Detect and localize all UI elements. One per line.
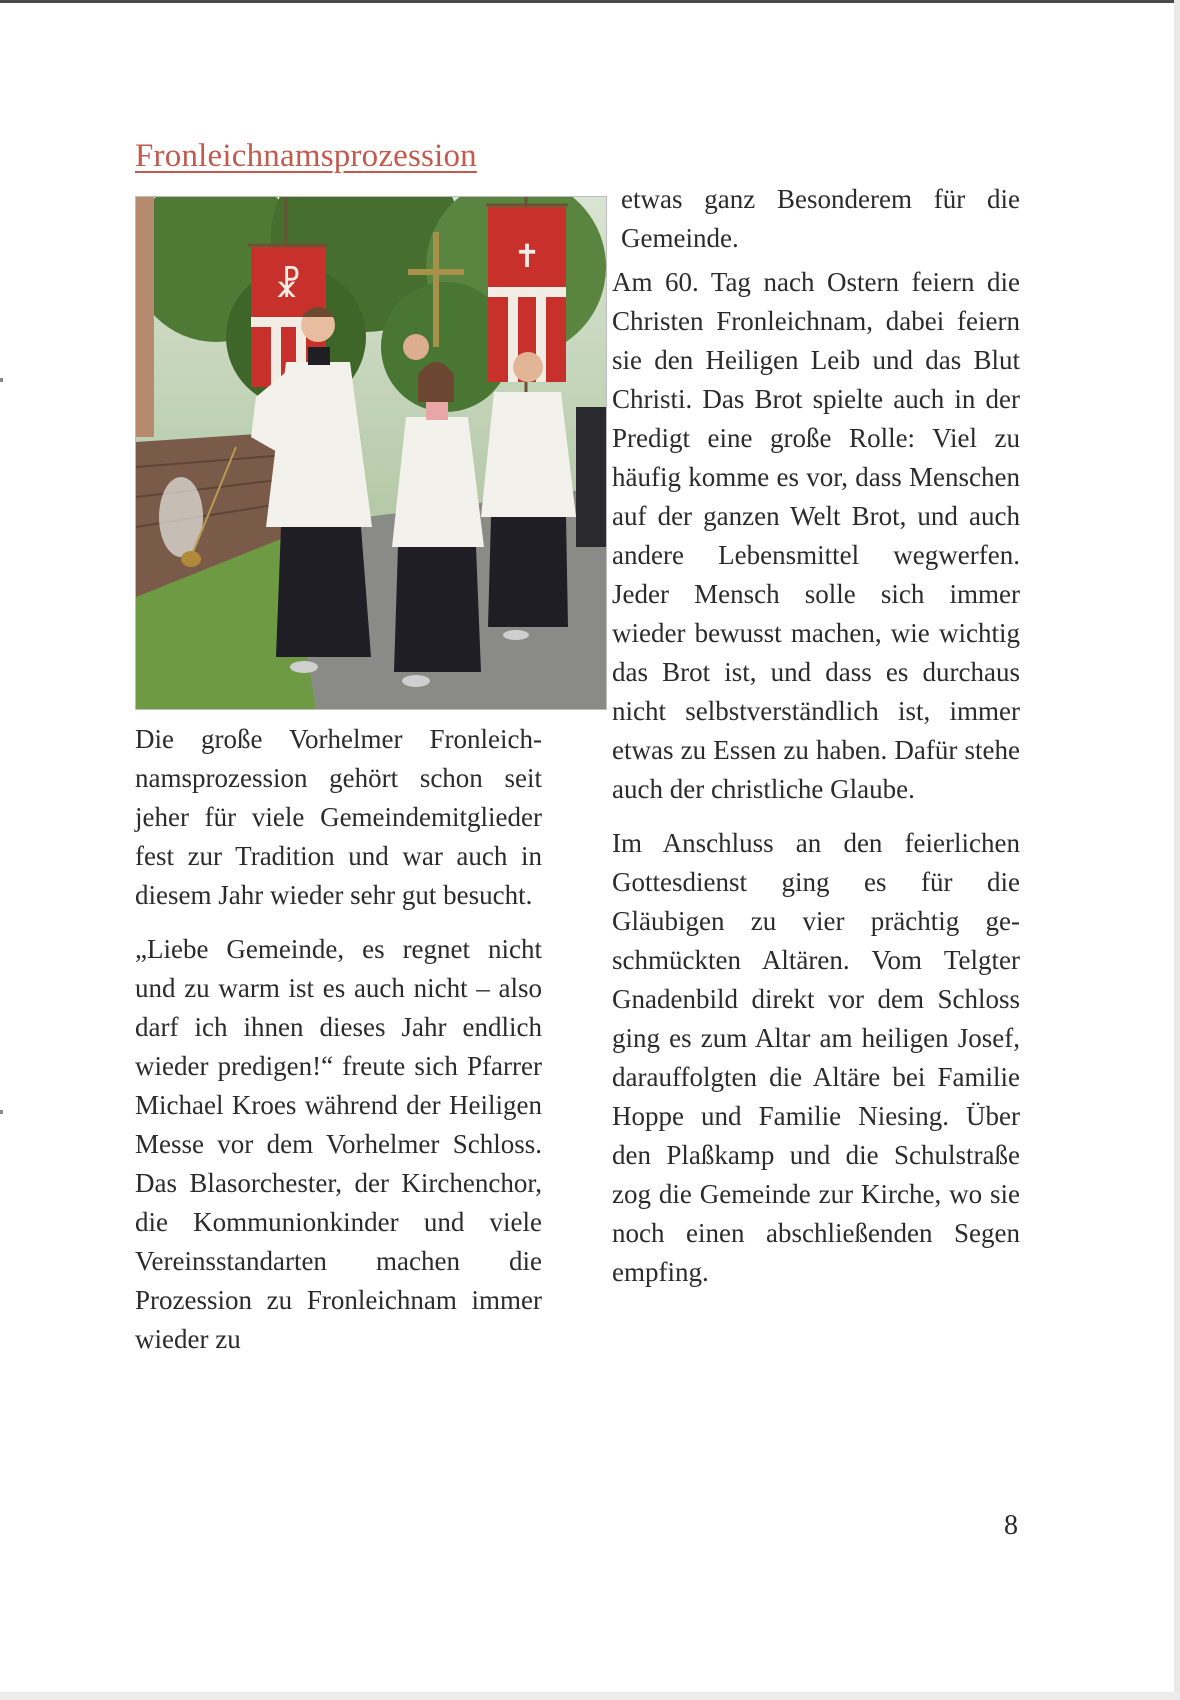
scan-edge-bottom (0, 1692, 1180, 1700)
svg-text:☧: ☧ (274, 266, 302, 306)
censer (181, 551, 201, 567)
svg-text:✝: ✝ (513, 237, 541, 275)
paragraph-bread: Am 60. Tag nach Ostern feiern die Christen Fronleichnam, dabei feiern sie den Heiligen Leib und das Blut Christi. Das Brot spielte auch in der Predigt eine große Rolle: Viel zu häufig komme es vor, dass Menschen auf der ganzen Welt Brot, und auch andere Lebensmittel wegwerfen. Jeder Mensch solle sich immer wieder bewusst machen, wie wichtig das Brot ist, und dass es durchaus nicht selbstverständlich ist, immer etwas zu Essen zu haben. Dafür stehe auch der christliche Glaube. (612, 267, 1020, 804)
article-heading: Fronleichnamsprozession (135, 138, 477, 174)
paragraph-continuation: etwas ganz Besonderem für die Gemeinde. (621, 184, 1020, 253)
procession-illustration (136, 197, 606, 709)
text-column-right-continuation (621, 180, 1020, 258)
page-number: 8 (1004, 1510, 1018, 1541)
paragraph-intro: Die große Vorhelmer Fronleichnamsprozession gehört schon seit jeher für viele Gemeindemitglieder fest zur Tradition und war auch in diesem Jahr wieder sehr gut besucht. (135, 724, 542, 910)
building-edge (136, 197, 154, 437)
scan-margin-mark (0, 1110, 3, 1114)
text-column-right (612, 263, 1020, 1292)
procession-photo (135, 196, 607, 710)
paragraph-quote: „Liebe Gemeinde, es regnet nicht und zu warm ist es auch nicht – also darf ich ihnen dieses Jahr endlich wieder predigen!“ freute sich Pfarrer Michael Kroes während der Heiligen Messe vor dem Vorhelmer Schloss. Das Blasorchester, der Kirchenchor, die Kommunionkinder und viele Vereinsstandarten machen die Prozession zu Fronleichnam immer wieder zu (135, 934, 542, 1354)
scan-margin-mark (0, 378, 3, 382)
text-column-left (135, 720, 542, 1359)
scan-edge-right (1174, 0, 1180, 1700)
paragraph-altars: Im Anschluss an den feierlichen Gottesdienst ging es für die Gläubigen zu vier prächtig geschmückten Altären. Vom Telgter Gnadenbild direkt vor dem Schloss ging es zum Altar am heiligen Josef, darauffolgten die Altäre bei Familie Hoppe und Familie Niesing. Über den Plaßkamp und die Schulstraße zog die Gemeinde zur Kirche, wo sie noch einen abschließenden Segen empfing. (612, 828, 1020, 1287)
scan-edge-top (0, 0, 1180, 3)
